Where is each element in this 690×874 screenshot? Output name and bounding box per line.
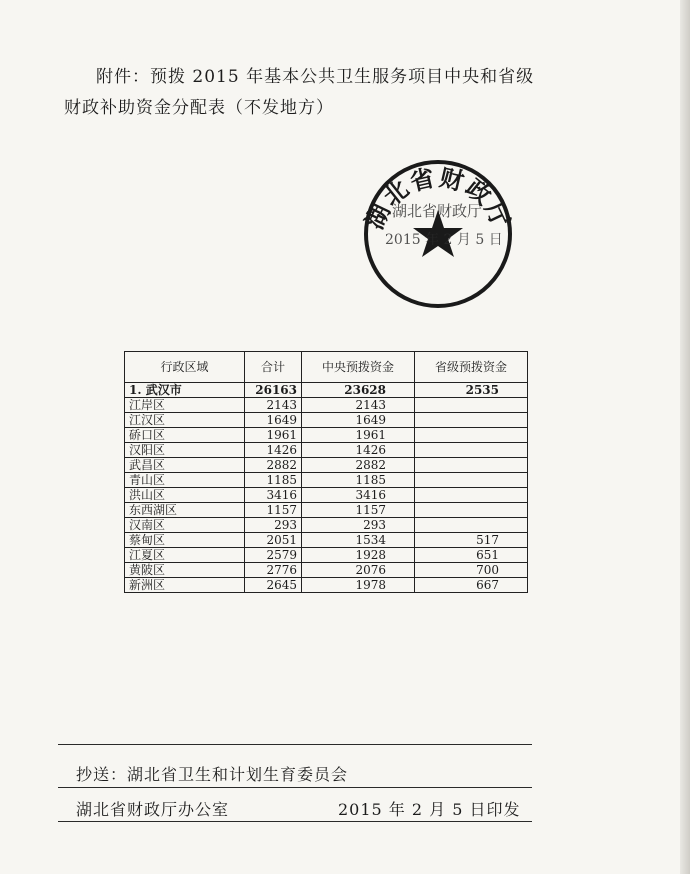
table-row xyxy=(125,578,528,593)
cell-provincial: 651 xyxy=(415,548,528,563)
table-row xyxy=(125,548,528,563)
cell-provincial xyxy=(415,428,528,443)
table-row xyxy=(125,533,528,548)
cell-central: 3416 xyxy=(302,488,415,503)
table-header-row xyxy=(125,352,528,383)
cell-total: 2882 xyxy=(245,458,302,473)
cell-region: 汉南区 xyxy=(125,518,245,533)
seal-overlay-date: 2015 年 2 月 5 日 xyxy=(385,232,503,248)
cell-central: 293 xyxy=(302,518,415,533)
cell-provincial xyxy=(415,413,528,428)
table-row xyxy=(125,518,528,533)
footer-divider-bottom xyxy=(58,821,532,822)
cell-region: 黄陂区 xyxy=(125,563,245,578)
table-row xyxy=(125,563,528,578)
cell-total: 2579 xyxy=(245,548,302,563)
cell-provincial xyxy=(415,443,528,458)
seal-overlay-org: 湖北省财政厅 xyxy=(392,202,483,220)
cell-central: 1157 xyxy=(302,503,415,518)
document-title-line2: 财政补助资金分配表（不发地方） xyxy=(64,98,334,118)
header-provincial: 省级预拨资金 xyxy=(415,352,528,383)
cell-total: 2776 xyxy=(245,563,302,578)
cell-region: 汉阳区 xyxy=(125,443,245,458)
cell-provincial: 517 xyxy=(415,533,528,548)
cell-central: 2882 xyxy=(302,458,415,473)
cell-region: 武昌区 xyxy=(125,458,245,473)
footer-divider-middle xyxy=(58,787,532,788)
cell-total: 293 xyxy=(245,518,302,533)
table-row xyxy=(125,488,528,503)
table-row xyxy=(125,428,528,443)
cell-provincial: 667 xyxy=(415,578,528,593)
cell-total: 1426 xyxy=(245,443,302,458)
cc-recipients: 抄送：湖北省卫生和计划生育委员会 xyxy=(76,765,349,784)
cell-total: 1649 xyxy=(245,413,302,428)
table-row xyxy=(125,503,528,518)
table-row xyxy=(125,413,528,428)
footer-divider-top xyxy=(58,744,532,745)
cell-total: 1157 xyxy=(245,503,302,518)
cell-total: 1961 xyxy=(245,428,302,443)
cell-central: 2076 xyxy=(302,563,415,578)
page-edge xyxy=(680,0,690,874)
table-row xyxy=(125,383,528,398)
cell-provincial xyxy=(415,518,528,533)
header-central: 中央预拨资金 xyxy=(302,352,415,383)
cell-total: 2645 xyxy=(245,578,302,593)
cell-total: 1185 xyxy=(245,473,302,488)
table-row xyxy=(125,458,528,473)
cell-provincial xyxy=(415,398,528,413)
allocation-table xyxy=(124,351,528,593)
cell-region: 蔡甸区 xyxy=(125,533,245,548)
cell-central: 23628 xyxy=(302,383,415,398)
cell-total: 2051 xyxy=(245,533,302,548)
header-total: 合计 xyxy=(245,352,302,383)
cell-region: 1. 武汉市 xyxy=(125,383,245,398)
cell-provincial xyxy=(415,488,528,503)
cell-central: 1649 xyxy=(302,413,415,428)
cell-provincial xyxy=(415,503,528,518)
header-region: 行政区域 xyxy=(125,352,245,383)
cell-region: 洪山区 xyxy=(125,488,245,503)
cell-central: 1961 xyxy=(302,428,415,443)
cell-provincial xyxy=(415,473,528,488)
cell-region: 硚口区 xyxy=(125,428,245,443)
cell-region: 新洲区 xyxy=(125,578,245,593)
cell-region: 江夏区 xyxy=(125,548,245,563)
cell-central: 1978 xyxy=(302,578,415,593)
cell-region: 江岸区 xyxy=(125,398,245,413)
cell-total: 3416 xyxy=(245,488,302,503)
cell-central: 1185 xyxy=(302,473,415,488)
cell-region: 青山区 xyxy=(125,473,245,488)
cell-central: 1534 xyxy=(302,533,415,548)
cell-central: 1928 xyxy=(302,548,415,563)
seal-org-name: 湖北省财政厅 xyxy=(362,163,514,234)
cell-provincial xyxy=(415,458,528,473)
document-title-line1: 附件：预拨 2015 年基本公共卫生服务项目中央和省级 xyxy=(96,67,535,87)
cell-provincial: 700 xyxy=(415,563,528,578)
cell-central: 1426 xyxy=(302,443,415,458)
issuing-office: 湖北省财政厅办公室 xyxy=(76,800,230,819)
table-row xyxy=(125,443,528,458)
table-row xyxy=(125,398,528,413)
cell-region: 东西湖区 xyxy=(125,503,245,518)
issue-date: 2015 年 2 月 5 日印发 xyxy=(338,800,521,819)
cell-region: 江汉区 xyxy=(125,413,245,428)
cell-central: 2143 xyxy=(302,398,415,413)
cell-provincial: 2535 xyxy=(415,383,528,398)
cell-total: 26163 xyxy=(245,383,302,398)
cell-total: 2143 xyxy=(245,398,302,413)
table-row xyxy=(125,473,528,488)
